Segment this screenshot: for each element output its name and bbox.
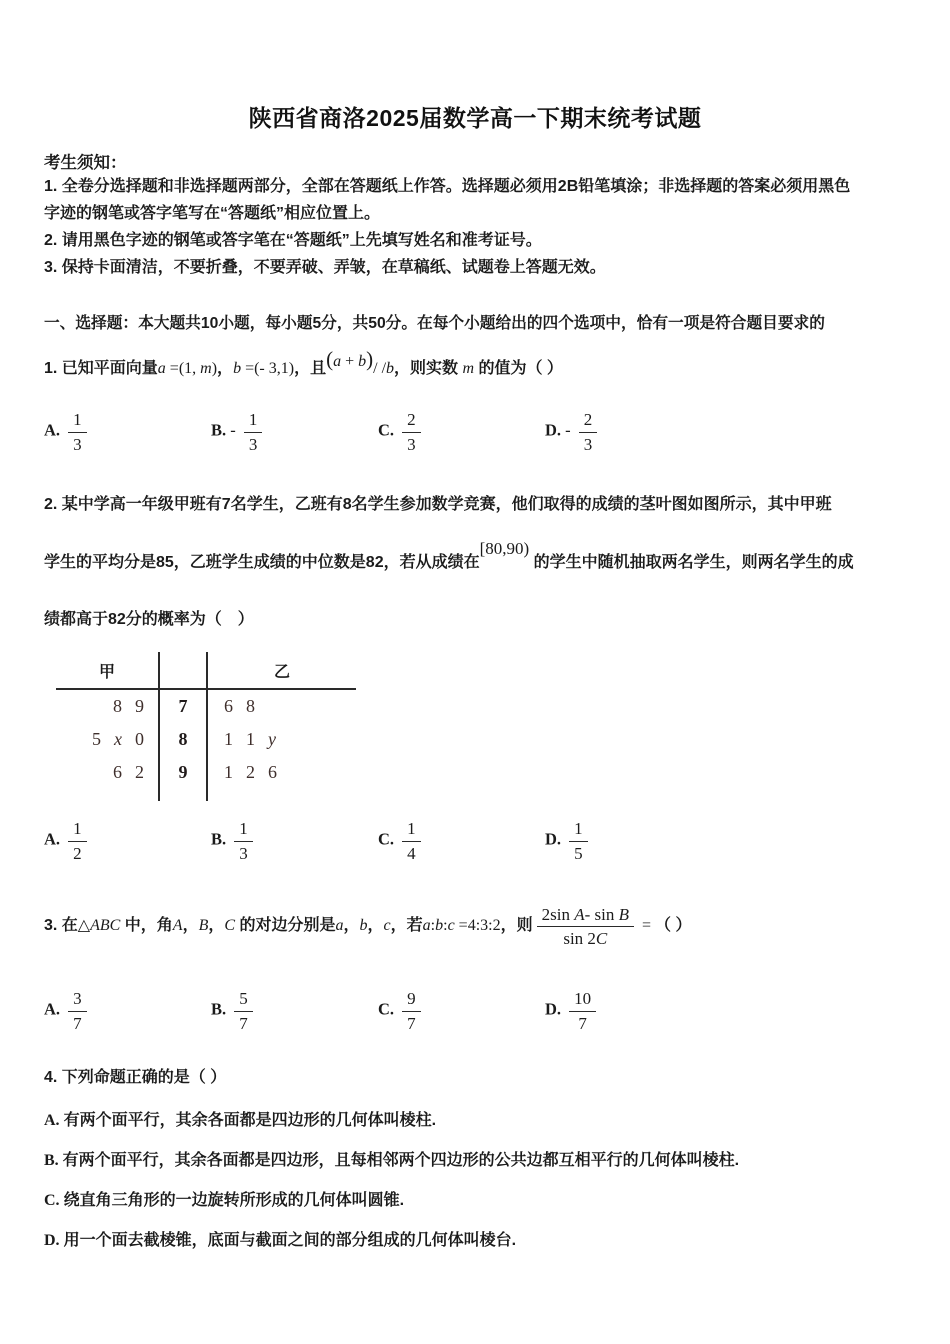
text-run: b <box>386 360 395 377</box>
stem-leaf-row-1-stem <box>158 690 208 723</box>
text-run: ，则 <box>500 917 533 934</box>
stem-leaf-row-1-right <box>208 696 356 717</box>
text-run: ， <box>208 917 225 934</box>
question-3-option-d <box>545 988 712 1034</box>
stem-leaf-foot-stem <box>158 789 208 801</box>
text-run: 绩都高于82分的概率为（ ） <box>44 611 254 628</box>
question-3-option-a <box>44 988 211 1034</box>
text-run: b <box>358 353 367 370</box>
text-run: y <box>268 729 276 749</box>
text-run: 7 <box>178 696 188 716</box>
question-4-option-c <box>44 1189 906 1213</box>
text-run: 5 <box>92 729 101 749</box>
question-2-option-a <box>44 818 211 864</box>
fraction-denominator <box>563 927 607 949</box>
text-run: b <box>359 917 368 934</box>
text-run: △ <box>77 917 91 934</box>
text-run: - sin <box>584 904 619 924</box>
text-run: A <box>172 917 183 934</box>
question-1-option-b <box>211 409 378 455</box>
fraction <box>537 904 634 950</box>
text-run: 1 <box>246 729 255 749</box>
text-run: 6 <box>224 696 233 716</box>
fraction <box>68 409 87 455</box>
text-run: 有两个面平行，其余各面都是四边形的几何体叫棱柱. <box>63 1112 437 1129</box>
text-run: 的对边分别是 <box>235 917 336 934</box>
question-2-option-b <box>211 818 378 864</box>
text-run: 1 <box>224 729 233 749</box>
text-run: 2sin <box>541 904 575 924</box>
section-1-heading: 一、选择题：本大题共10小题，每小题5分，共50分。在每个小题给出的四个选项中，恰有一项是符合题目要求的 <box>44 315 825 332</box>
fraction-denominator <box>584 433 593 455</box>
text-run: =4:3:2 <box>454 917 501 934</box>
question-3-option-b <box>211 988 378 1034</box>
text-run: 3. 在 <box>44 917 78 934</box>
fraction-denominator <box>407 433 416 455</box>
fraction-numerator <box>244 409 263 432</box>
text-run: ， <box>367 917 384 934</box>
text-run: 8 <box>178 729 188 749</box>
text-run: 用一个面去截棱锥，底面与截面之间的部分组成的几何体叫棱台. <box>63 1232 517 1249</box>
fraction-denominator <box>574 842 583 864</box>
text-run: 10 <box>574 989 592 1009</box>
text-run: 1 <box>73 819 82 839</box>
notice-line-1-wrap: 字迹的钢笔或答字笔写在“答题纸”相应位置上。 <box>44 205 381 222</box>
text-run: : <box>430 917 436 934</box>
text-run: =(1, <box>165 360 201 377</box>
fraction <box>234 988 253 1034</box>
text-run: / / <box>373 360 387 377</box>
text-run: 8 <box>113 696 122 716</box>
text-run: a <box>422 917 431 934</box>
question-4-option-d <box>44 1229 906 1253</box>
fraction-denominator <box>407 1012 416 1034</box>
text-run: B <box>618 904 629 924</box>
text-run: x <box>114 729 122 749</box>
text-run: 3 <box>73 434 82 454</box>
text-run: B <box>198 917 209 934</box>
text-run: 5 <box>239 989 248 1009</box>
text-run: 2 <box>135 762 144 782</box>
text-run: 2 <box>583 410 593 430</box>
text-run: c <box>383 917 391 934</box>
question-1-option-a <box>44 409 211 455</box>
text-run: ABC <box>90 917 121 934</box>
question-1-stem <box>44 347 906 384</box>
text-run: ，若 <box>390 917 423 934</box>
stem-leaf-header-left: 甲 <box>98 663 115 681</box>
question-3-option-c <box>378 988 545 1034</box>
stem-leaf-row-2 <box>56 723 356 756</box>
text-run: 绕直角三角形的一边旋转所形成的几何体叫圆锥. <box>63 1192 405 1209</box>
text-run: 9 <box>407 989 416 1009</box>
text-run: 的值为（ ） <box>474 360 563 377</box>
fraction <box>68 818 87 864</box>
stem-leaf-foot <box>56 789 356 801</box>
notice-line-1: 1. 全卷分选择题和非选择题两部分，全部在答题纸上作答。选择题必须用2B铅笔填涂；非选择题的答案必须用黑色 <box>44 178 851 195</box>
fraction-numerator <box>68 818 87 841</box>
fraction-numerator <box>579 409 598 432</box>
question-4-stem <box>44 1063 906 1093</box>
text-run: c <box>447 917 455 934</box>
question-2-stem-line-2 <box>44 533 906 591</box>
text-run: = <box>637 917 656 934</box>
text-run: 1 <box>248 410 258 430</box>
text-run: 3 <box>583 434 593 454</box>
text-run: D. <box>545 999 566 1019</box>
fraction-numerator <box>234 818 253 841</box>
text-run: C <box>224 917 236 934</box>
stem-leaf-row-3-right <box>208 762 356 783</box>
text-run: ， <box>217 360 234 377</box>
exam-content <box>0 149 950 1253</box>
text-run: 中，角 <box>120 917 173 934</box>
fraction-numerator <box>402 818 421 841</box>
text-run: ( <box>326 347 334 371</box>
text-run: A. <box>44 829 65 849</box>
text-run: C. <box>378 829 399 849</box>
text-run: 5 <box>574 843 583 863</box>
text-run: - <box>565 420 575 440</box>
text-run: 6 <box>268 762 277 782</box>
fraction <box>244 409 263 455</box>
text-run: 有两个面平行，其余各面都是四边形，且每相邻两个四边形的公共边都互相平行的几何体叫棱柱. <box>62 1152 740 1169</box>
text-run: ) <box>211 360 218 377</box>
fraction <box>402 409 421 455</box>
text-run: B. <box>211 999 231 1019</box>
text-run: 9 <box>178 762 188 782</box>
text-run: [80,90) <box>479 539 530 558</box>
stem-leaf-row-2-left <box>56 729 158 750</box>
question-4-option-a <box>44 1109 906 1133</box>
question-1-option-c <box>378 409 545 455</box>
text-run: D. <box>545 829 566 849</box>
stem-leaf-row-1 <box>56 690 356 723</box>
text-run: ， <box>182 917 199 934</box>
text-run: : <box>443 917 448 934</box>
question-2-stem-line-3 <box>44 591 906 648</box>
text-run: 4 <box>407 843 416 863</box>
text-run: 9 <box>135 696 144 716</box>
stem-leaf-header-stem <box>158 652 208 688</box>
text-run: D. <box>545 420 566 440</box>
fraction-denominator <box>239 1012 248 1034</box>
text-run: B. <box>211 420 231 440</box>
text-run: 0 <box>135 729 144 749</box>
text-run: 2 <box>246 762 255 782</box>
text-run: 3 <box>73 989 82 1009</box>
text-run: C. <box>44 1192 64 1209</box>
text-run: 1. 已知平面向量 <box>44 360 158 377</box>
text-run: 学生的平均分是85，乙班学生成绩的中位数是82，若从成绩在 <box>44 554 480 571</box>
question-2-option-d <box>545 818 712 864</box>
notice-header: 考生须知： <box>44 154 127 172</box>
stem-leaf-header-row <box>56 652 356 690</box>
question-2-option-c <box>378 818 545 864</box>
notice-line-2: 2. 请用黑色字迹的钢笔或答字笔在“答题纸”上先填写姓名和准考证号。 <box>44 232 542 249</box>
text-run: A <box>574 904 585 924</box>
question-1-option-d <box>545 409 712 455</box>
question-2-stem-line-1 <box>44 476 906 533</box>
text-run: 3 <box>248 434 258 454</box>
text-run: 1 <box>407 819 416 839</box>
fraction <box>234 818 253 864</box>
text-run: C. <box>378 420 399 440</box>
text-run: sin 2 <box>563 928 596 948</box>
stem-leaf-row-3 <box>56 756 356 789</box>
text-run: 7 <box>73 1013 82 1033</box>
text-run: 3 <box>239 843 248 863</box>
text-run: 2 <box>407 410 416 430</box>
fraction <box>569 818 588 864</box>
text-run: b <box>435 917 444 934</box>
fraction <box>68 988 87 1034</box>
fraction-denominator <box>73 1012 82 1034</box>
stem-leaf-plot <box>56 652 356 801</box>
text-run: 2. 某中学高一年级甲班有7名学生，乙班有8名学生参加数学竞赛，他们取得的成绩的茎叶图如图所示，其中甲班 <box>44 496 832 513</box>
question-3-options <box>44 983 764 1039</box>
notice-line-3: 3. 保持卡面清洁，不要折叠，不要弄破、弄皱，在草稿纸、试题卷上答题无效。 <box>44 259 606 276</box>
fraction-numerator <box>569 988 596 1011</box>
fraction-numerator <box>234 988 253 1011</box>
fraction <box>569 988 596 1034</box>
text-run: A. <box>44 420 65 440</box>
text-run: 1 <box>224 762 233 782</box>
question-2-options <box>44 813 764 869</box>
text-run: A. <box>44 999 65 1019</box>
fraction <box>402 818 421 864</box>
text-run: 6 <box>113 762 122 782</box>
stem-leaf-header-right: 乙 <box>273 663 290 681</box>
text-run: C. <box>378 999 399 1019</box>
text-run: 3 <box>407 434 416 454</box>
text-run: 7 <box>239 1013 248 1033</box>
text-run: ) <box>366 347 374 371</box>
text-run: 4. 下列命题正确的是（ ） <box>44 1069 227 1086</box>
question-1-options <box>44 404 764 460</box>
stem-leaf-row-3-stem <box>158 756 208 789</box>
text-run: b <box>233 360 242 377</box>
text-run: B. <box>211 829 231 849</box>
text-run: =(- 3,1) <box>241 360 295 377</box>
exam-title: 陕西省商洛2025届数学高一下期末统考试题 <box>248 105 702 131</box>
fraction-denominator <box>407 842 416 864</box>
fraction <box>579 409 598 455</box>
text-run: ，则实数 <box>394 360 463 377</box>
stem-leaf-row-1-left <box>56 696 158 717</box>
fraction-denominator <box>73 842 82 864</box>
text-run: ，且 <box>294 360 327 377</box>
fraction-denominator <box>239 842 248 864</box>
fraction-numerator <box>402 409 421 432</box>
text-run: C <box>595 928 608 948</box>
text-run: 1 <box>239 819 248 839</box>
text-run: 7 <box>578 1013 587 1033</box>
question-2-stem <box>44 476 906 648</box>
text-run: （ ） <box>655 917 692 934</box>
text-run: a <box>157 360 166 377</box>
text-run: D. <box>44 1232 64 1249</box>
text-run: 1 <box>73 410 82 430</box>
text-run: ， <box>343 917 360 934</box>
text-run: a <box>335 917 344 934</box>
text-run: A. <box>44 1112 64 1129</box>
text-run: 8 <box>246 696 255 716</box>
text-run: 2 <box>73 843 82 863</box>
fraction-numerator <box>537 904 634 927</box>
text-run: m <box>200 360 212 377</box>
text-run: m <box>462 360 475 377</box>
text-run: B. <box>44 1152 63 1169</box>
fraction-numerator <box>68 409 87 432</box>
fraction-denominator <box>249 433 258 455</box>
text-run: 1 <box>574 819 583 839</box>
question-4-option-b <box>44 1149 906 1173</box>
question-3-stem <box>44 893 906 959</box>
stem-leaf-row-2-right <box>208 729 356 750</box>
stem-leaf-row-3-left <box>56 762 158 783</box>
fraction-numerator <box>402 988 421 1011</box>
fraction-denominator <box>578 1012 587 1034</box>
text-run: - <box>230 420 240 440</box>
fraction <box>402 988 421 1034</box>
fraction-numerator <box>68 988 87 1011</box>
stem-leaf-row-2-stem <box>158 723 208 756</box>
text-run: 的学生中随机抽取两名学生，则两名学生的成 <box>529 554 854 571</box>
fraction-numerator <box>569 818 588 841</box>
text-run: 7 <box>407 1013 416 1033</box>
text-run: + <box>341 353 359 370</box>
text-run: a <box>333 353 342 370</box>
fraction-denominator <box>73 433 82 455</box>
